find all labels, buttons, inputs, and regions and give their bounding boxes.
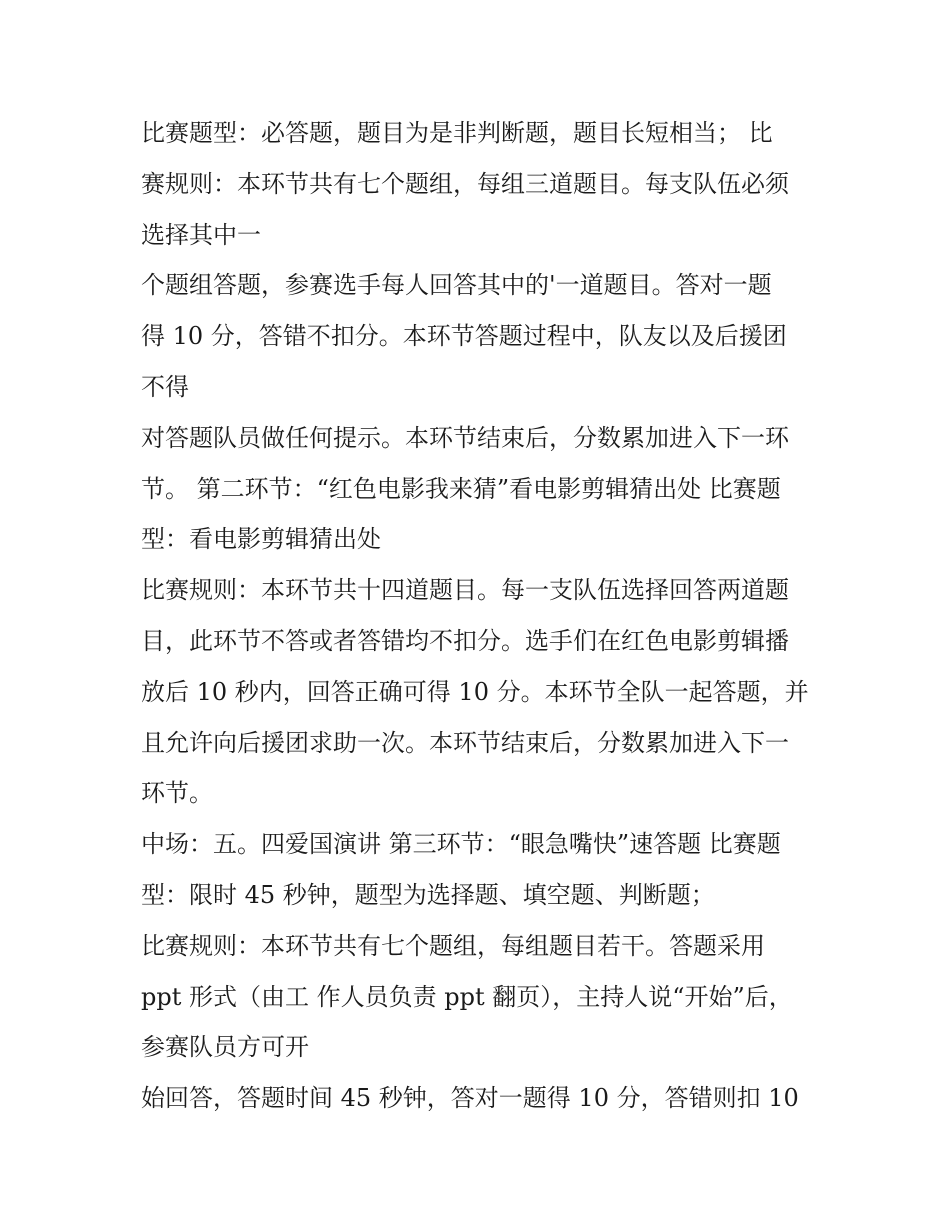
text-line: 对答题队员做任何提示。本环节结束后，分数累加进入下一环 (141, 423, 789, 452)
document-body (141, 108, 821, 1124)
text-line: 始回答，答题时间 45 秒钟，答对一题得 10 分，答错则扣 10 (141, 1084, 799, 1113)
text-line: 型：限时 45 秒钟，题型为选择题、填空题、判断题； (141, 880, 715, 909)
text-line: 中场：五。四爱国演讲 第三环节：“眼急嘴快”速答题 比赛题 (141, 830, 781, 859)
text-line: 比赛规则：本环节共有七个题组，每组题目若干。答题采用 (141, 931, 765, 960)
text-line: 参赛队员方可开 (141, 1033, 309, 1062)
text-line: 不得 (141, 372, 189, 401)
text-line: 目，此环节不答或者答错均不扣分。选手们在红色电影剪辑播 (141, 626, 789, 655)
text-line: 个题组答题，参赛选手每人回答其中的'一道题目。答对一题 (141, 271, 772, 300)
text-line: 环节。 (141, 779, 213, 808)
text-line: 放后 10 秒内，回答正确可得 10 分。本环节全队一起答题，并 (141, 677, 809, 706)
text-line: 且允许向后援团求助一次。本环节结束后，分数累加进入下一 (141, 728, 789, 757)
text-line: 选择其中一 (141, 220, 261, 249)
text-line: 型：看电影剪辑猜出处 (141, 525, 381, 554)
text-line: ppt 形式（由工 作人员负责 ppt 翻页），主持人说“开始”后， (141, 982, 793, 1011)
text-line: 比赛规则：本环节共十四道题目。每一支队伍选择回答两道题 (141, 576, 789, 605)
text-line: 节。 第二环节：“红色电影我来猜”看电影剪辑猜出处 比赛题 (141, 474, 781, 503)
text-line: 比赛题型：必答题，题目为是非判断题，题目长短相当； 比 (141, 119, 773, 147)
text-line: 得 10 分，答错不扣分。本环节答题过程中，队友以及后援团 (141, 322, 787, 351)
text-line: 赛规则：本环节共有七个题组，每组三道题目。每支队伍必须 (141, 169, 789, 198)
